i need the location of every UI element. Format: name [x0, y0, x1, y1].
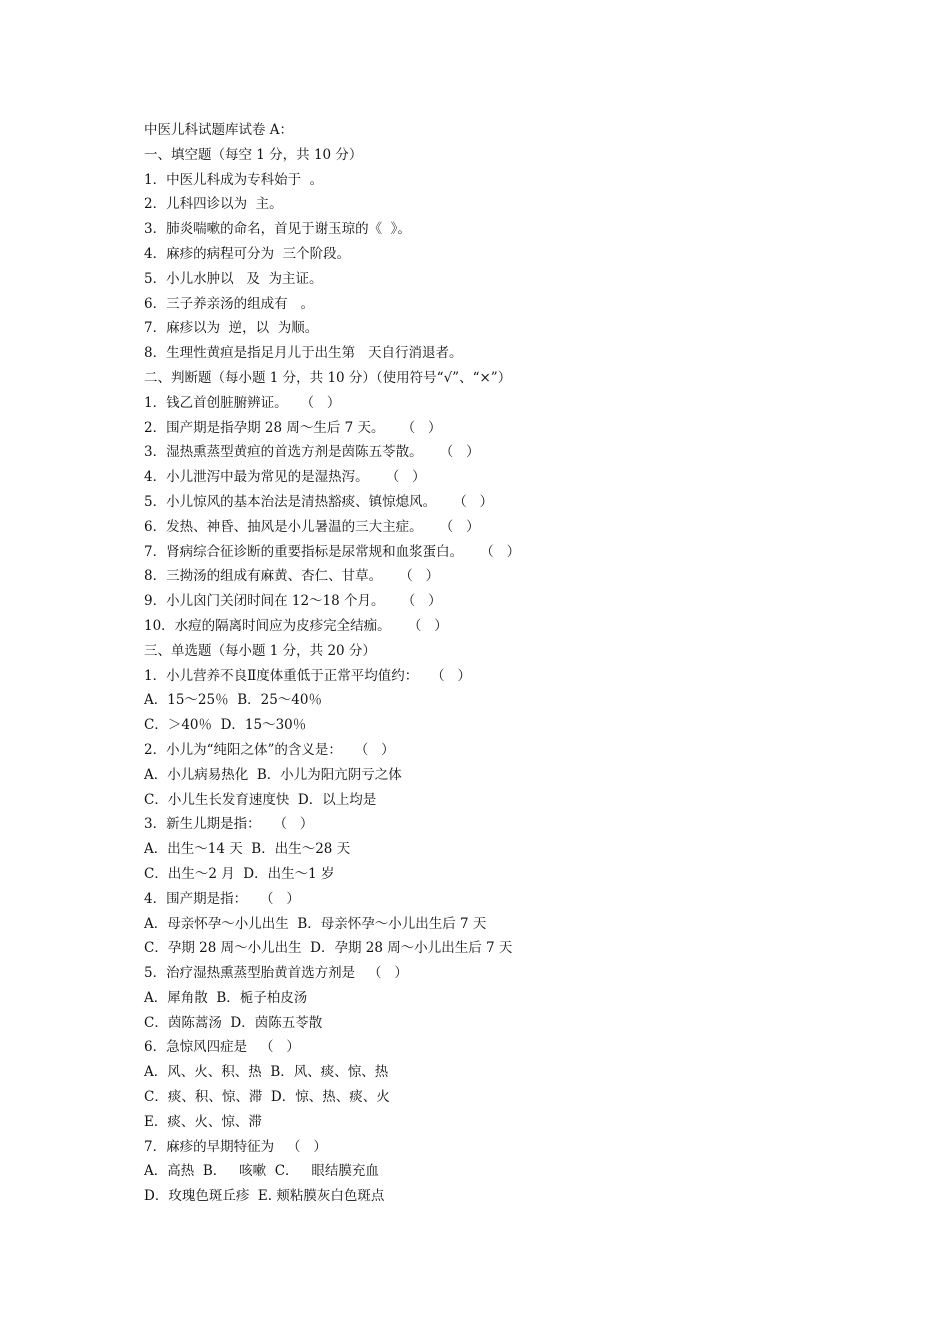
- question-line: 5．小儿惊风的基本治法是清热豁痰、镇惊熄风。 （ ）: [144, 493, 494, 510]
- question-line: 8．三拗汤的组成有麻黄、杏仁、甘草。 （ ）: [144, 568, 440, 585]
- answer-options-line: A．高热 B． 咳嗽 C． 眼结膜充血: [144, 1163, 379, 1180]
- answer-options-line: A．15～25％ B．25～40％: [144, 692, 322, 709]
- answer-options-line: C．茵陈蒿汤 D．茵陈五苓散: [144, 1014, 323, 1031]
- question-line: 7．麻疹以为 逆，以 为顺。: [144, 320, 319, 337]
- question-line: 6．发热、神昏、抽风是小儿暑温的三大主症。 （ ）: [144, 518, 480, 535]
- answer-options-line: A．出生～14 天 B．出生～28 天: [144, 841, 351, 858]
- section-heading-single-choice: 三、单选题（每小题 1 分，共 20 分）: [144, 642, 376, 659]
- answer-options-line: C．＞40％ D．15～30％: [144, 717, 307, 734]
- question-line: 2．儿科四诊以为 主。: [144, 196, 283, 213]
- question-line: 2．小儿为“纯阳之体”的含义是： （ ）: [144, 741, 395, 758]
- question-line: 6．三子养亲汤的组成有 。: [144, 295, 314, 312]
- answer-options-line: E．痰、火、惊、滞: [144, 1113, 262, 1130]
- question-line: 3．湿热熏蒸型黄疸的首选方剂是茵陈五苓散。 （ ）: [144, 444, 480, 461]
- answer-options-line: C．孕期 28 周～小儿出生 D．孕期 28 周～小儿出生后 7 天: [144, 940, 513, 957]
- answer-options-line: C．痰、积、惊、滞 D．惊、热、痰、火: [144, 1089, 390, 1106]
- question-line: 7．肾病综合征诊断的重要指标是尿常规和血浆蛋白。 （ ）: [144, 543, 521, 560]
- question-line: 1．钱乙首创脏腑辨证。 （ ）: [144, 394, 341, 411]
- answer-options-line: A．犀角散 B．栀子柏皮汤: [144, 989, 308, 1006]
- answer-options-line: C．小儿生长发育速度快 D．以上均是: [144, 791, 377, 808]
- document-body: [144, 118, 844, 1209]
- section-heading-fill-in-blank: 一、填空题（每空 1 分，共 10 分）: [144, 146, 363, 163]
- question-line: 10．水痘的隔离时间应为皮疹完全结痂。 （ ）: [144, 617, 448, 634]
- question-line: 5．小儿水肿以 及 为主证。: [144, 270, 323, 287]
- document-title: 中医儿科试题库试卷 A：: [144, 122, 294, 138]
- question-line: 3．新生儿期是指： （ ）: [144, 816, 314, 833]
- question-line: 9．小儿囟门关闭时间在 12～18 个月。 （ ）: [144, 593, 442, 610]
- question-line: 4．小儿泄泻中最为常见的是湿热泻。 （ ）: [144, 469, 426, 486]
- question-line: 2．围产期是指孕期 28 周～生后 7 天。 （ ）: [144, 419, 442, 436]
- question-line: 4．围产期是指： （ ）: [144, 890, 300, 907]
- question-line: 1．中医儿科成为专科始于 。: [144, 171, 324, 188]
- answer-options-line: C．出生～2 月 D．出生～1 岁: [144, 865, 335, 882]
- answer-options-line: A．母亲怀孕～小儿出生 B．母亲怀孕～小儿出生后 7 天: [144, 915, 487, 932]
- question-line: 7．麻疹的早期特征为 （ ）: [144, 1138, 327, 1155]
- section-heading-true-false: 二、判断题（每小题 1 分，共 10 分）（使用符号“√”、“×”）: [144, 369, 512, 386]
- question-line: 3．肺炎喘嗽的命名，首见于谢玉琼的《 》。: [144, 221, 411, 238]
- question-line: 4．麻疹的病程可分为 三个阶段。: [144, 245, 351, 262]
- answer-options-line: A．风、火、积、热 B．风、痰、惊、热: [144, 1064, 389, 1081]
- question-line: 8．生理性黄疸是指足月儿于出生第 天自行消退者。: [144, 345, 463, 362]
- question-line: 5．治疗湿热熏蒸型胎黄首选方剂是 （ ）: [144, 965, 408, 982]
- answer-options-line: D．玫瑰色斑丘疹 E. 颊粘膜灰白色斑点: [144, 1188, 385, 1205]
- question-line: 6．急惊风四症是 （ ）: [144, 1039, 300, 1056]
- answer-options-line: A．小儿病易热化 B．小儿为阳亢阴亏之体: [144, 766, 402, 783]
- question-line: 1．小儿营养不良Ⅱ度体重低于正常平均值约： （ ）: [144, 667, 472, 684]
